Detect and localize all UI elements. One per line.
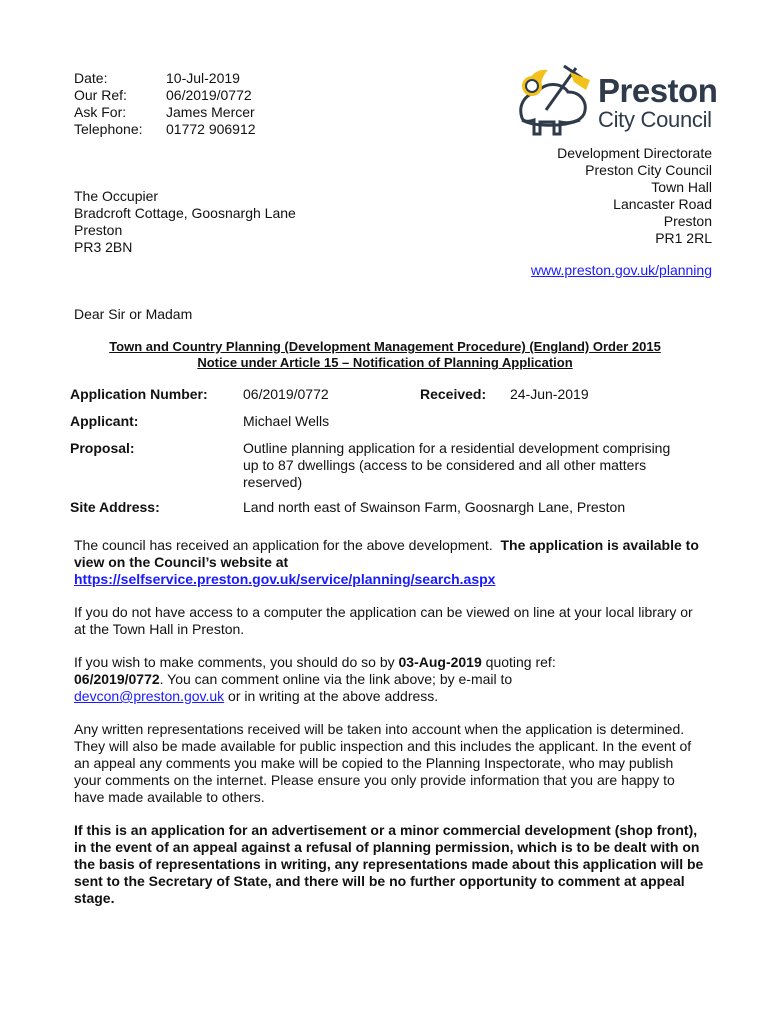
comments-text-d: or in writing at the above address.	[228, 688, 439, 704]
received-label: Received:	[420, 386, 487, 402]
date-row	[74, 70, 256, 87]
site-address-label: Site Address:	[70, 499, 160, 515]
application-details	[70, 386, 710, 524]
comments-text-a: If you wish to make comments, you should do so by	[74, 654, 395, 670]
recipient-line: Preston	[74, 222, 123, 238]
date-label: Date:	[74, 70, 108, 86]
salutation: Dear Sir or Madam	[74, 306, 193, 322]
telephone-row	[74, 121, 256, 138]
proposal-value: Outline planning application for a residential development comprising up to 87 dwellings (access to be considered and all other matters reserved)	[243, 440, 671, 490]
comments-text-c: . You can comment online via the link above; by e-mail to	[159, 671, 513, 687]
site-address-row	[70, 499, 710, 516]
application-number-group	[243, 386, 683, 403]
preston-logo	[502, 60, 718, 140]
paragraph-no-computer: If you do not have access to a computer the application can be viewed on line at your local library or at the Town Hall in Preston.	[74, 604, 693, 637]
heading-line-1: Town and Country Planning (Development Management Procedure) (England) Order 2015	[109, 339, 661, 354]
council-address-line: Preston	[663, 213, 712, 229]
ask-for-value: James Mercer	[166, 104, 255, 120]
ref-label: Our Ref:	[74, 87, 127, 103]
telephone-label: Telephone:	[74, 121, 143, 137]
council-address-line: Development Directorate	[557, 145, 712, 161]
ask-for-label: Ask For:	[74, 104, 127, 120]
council-address-line: Preston City Council	[585, 162, 712, 178]
paragraph-appeal-notice: If this is an application for an advertisement or a minor commercial development (shop front), in the event of an appeal against a refusal of planning permission, which is to be dealt with on the basis of representations in writing, any representations made about this application will be sent to the Secretary of State, and there will be no further opportunity to comment at appeal stage.	[74, 822, 704, 906]
proposal-row	[70, 440, 710, 491]
comments-text-b: quoting ref:	[485, 654, 556, 670]
comment-reference: 06/2019/0772	[74, 671, 160, 687]
recipient-line: The Occupier	[74, 188, 159, 204]
availability-bold-text: The application is available to view on the Council’s website at	[74, 537, 699, 570]
heading-line-2: Notice under Article 15 – Notification of Planning Application	[197, 355, 573, 370]
telephone-value: 01772 906912	[166, 121, 256, 137]
lamb-emblem-icon	[502, 60, 594, 140]
paragraph-representations: Any written representations received will be taken into account when the application is determined. They will also be made available for public inspection and this includes the applicant. In the event of an appeal any comments you make will be copied to the Planning Inspectorate, who may publish your comments on the internet. Please ensure you only provide information that you are happy to have made available to others.	[74, 721, 692, 805]
council-address	[557, 145, 712, 247]
ref-row	[74, 87, 256, 104]
notice-heading	[74, 339, 696, 371]
ask-for-row	[74, 104, 256, 121]
received-value: 24-Jun-2019	[510, 386, 589, 402]
availability-text: The council has received an application for the above development.	[74, 537, 493, 553]
paragraph-availability	[74, 537, 704, 588]
applicant-label: Applicant:	[70, 413, 139, 429]
paragraph-comments	[74, 654, 704, 705]
selfservice-link[interactable]: https://selfservice.preston.gov.uk/service/planning/search.aspx	[74, 571, 496, 587]
council-address-line: Lancaster Road	[613, 196, 712, 212]
ref-value: 06/2019/0772	[166, 87, 252, 103]
council-address-line: Town Hall	[651, 179, 712, 195]
application-number-value: 06/2019/0772	[243, 386, 329, 402]
site-address-value: Land north east of Swainson Farm, Goosnargh Lane, Preston	[243, 499, 626, 515]
applicant-value: Michael Wells	[243, 413, 330, 429]
application-number-label: Application Number:	[70, 386, 208, 402]
logo-word-preston: Preston	[598, 72, 718, 109]
application-number-row	[70, 386, 710, 403]
date-value: 10-Jul-2019	[166, 70, 240, 86]
recipient-address	[74, 188, 296, 256]
proposal-label: Proposal:	[70, 440, 135, 456]
planning-website-link[interactable]: www.preston.gov.uk/planning	[530, 262, 712, 278]
recipient-line: PR3 2BN	[74, 239, 133, 255]
devcon-email-link[interactable]: devcon@preston.gov.uk	[74, 688, 225, 704]
logo-word-city-council: City Council	[598, 107, 712, 132]
comment-deadline: 03-Aug-2019	[398, 654, 482, 670]
recipient-line: Bradcroft Cottage, Goosnargh Lane	[74, 205, 296, 221]
letter-body	[74, 537, 704, 923]
applicant-row	[70, 413, 710, 430]
reference-block	[74, 70, 256, 138]
council-address-line: PR1 2RL	[655, 230, 712, 246]
